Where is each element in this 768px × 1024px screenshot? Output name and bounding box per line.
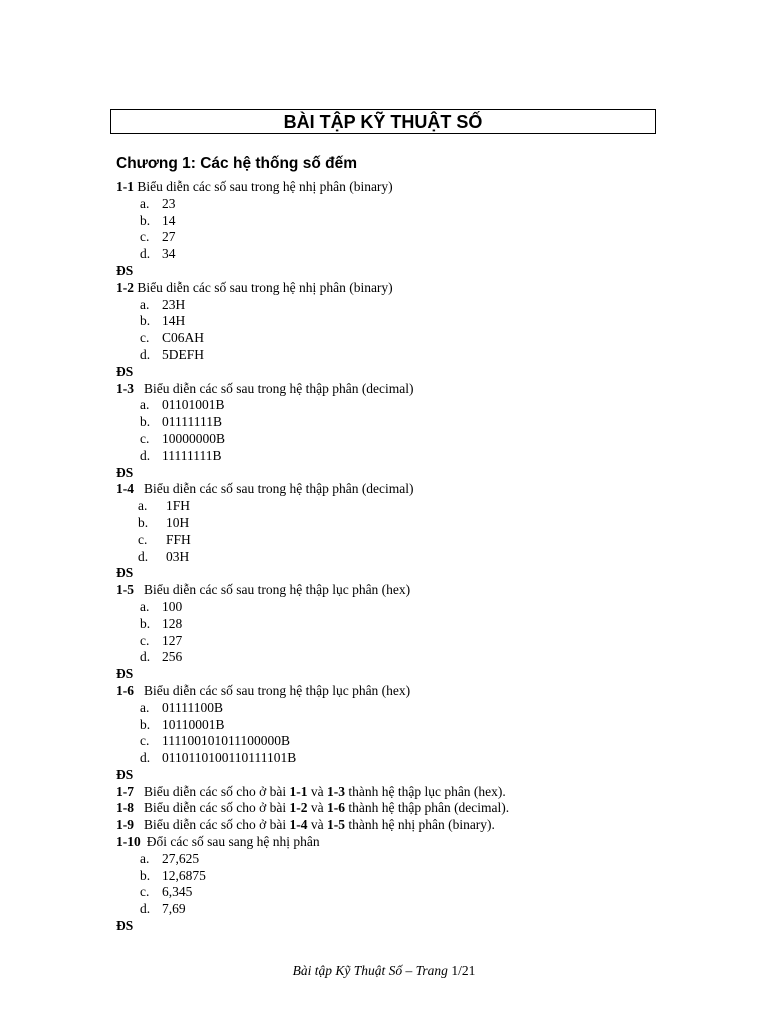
- item-value: 6,345: [162, 884, 193, 900]
- item-label: d.: [140, 346, 151, 362]
- question-1-1: [116, 179, 736, 196]
- list-item: [116, 515, 736, 532]
- page-title: BÀI TẬP KỸ THUẬT SỐ: [110, 109, 656, 134]
- item-value: 01111111B: [162, 414, 222, 430]
- list-item: [116, 196, 736, 213]
- list-item: [116, 229, 736, 246]
- list-item: [116, 750, 736, 767]
- item-value: FFH: [166, 531, 191, 547]
- question-text: Biểu diễn các số sau trong hệ thập lục phân (hex): [144, 582, 411, 598]
- page-footer: [0, 963, 768, 979]
- item-label: a.: [140, 699, 150, 715]
- item-label: b.: [140, 615, 151, 631]
- answer-label: ĐS: [116, 766, 134, 782]
- question-text: thành hệ thập phân (decimal).: [344, 800, 510, 816]
- question-text: Biểu diễn các số sau trong hệ thập phân (decimal): [144, 380, 414, 396]
- list-item: [116, 633, 736, 650]
- item-label: d.: [140, 750, 151, 766]
- item-value: C06AH: [162, 330, 205, 346]
- question-number: 1-8: [116, 800, 134, 816]
- question-text: và: [307, 800, 327, 816]
- item-value: 111100101011100000B: [162, 733, 290, 749]
- item-value: 27: [162, 229, 176, 245]
- answer-label: ĐS: [116, 565, 134, 581]
- list-item: [116, 599, 736, 616]
- item-label: c.: [140, 430, 150, 446]
- item-label: b.: [140, 313, 151, 329]
- question-text: Biểu diễn các số cho ở bài: [144, 800, 290, 816]
- question-text: Biểu diễn các số cho ở bài: [144, 783, 290, 799]
- question-1-6: [116, 683, 736, 700]
- question-text: Biểu diễn các số sau trong hệ thập phân (decimal): [144, 481, 414, 497]
- list-item: [116, 498, 736, 515]
- list-item: [116, 246, 736, 263]
- question-text: Biểu diễn các số sau trong hệ nhị phân (binary): [134, 179, 393, 194]
- question-number: 1-4: [116, 481, 134, 497]
- item-value: 10000000B: [162, 430, 226, 446]
- question-1-3: [116, 381, 736, 398]
- item-label: b.: [140, 414, 151, 430]
- item-value: 128: [162, 615, 183, 631]
- list-item: [116, 884, 736, 901]
- question-1-8: [116, 800, 736, 817]
- list-item: [116, 649, 736, 666]
- list-item: [116, 717, 736, 734]
- item-label: a.: [140, 296, 150, 312]
- item-value: 10110001B: [162, 716, 225, 732]
- question-number: 1-1: [116, 179, 134, 194]
- question-text: Biểu diễn các số sau trong hệ nhị phân (binary): [134, 279, 393, 295]
- item-value: 127: [162, 632, 183, 648]
- item-value: 03H: [166, 548, 190, 564]
- item-label: c.: [138, 531, 148, 547]
- item-label: b.: [140, 212, 151, 228]
- item-value: 14H: [162, 313, 186, 329]
- exercise-ref: 1-4: [289, 817, 308, 833]
- list-item: [116, 700, 736, 717]
- item-value: 01111100B: [162, 699, 224, 715]
- question-number: 1-9: [116, 817, 134, 833]
- item-value: 23: [162, 195, 176, 211]
- question-number: 1-5: [116, 582, 134, 598]
- item-value: 34: [162, 246, 176, 262]
- list-item: [116, 431, 736, 448]
- chapter-heading: Chương 1: Các hệ thống số đếm: [116, 155, 357, 172]
- page-number: 1/21: [451, 963, 476, 978]
- question-text: Biểu diễn các số sau trong hệ thập lục phân (hex): [144, 682, 411, 698]
- question-1-2: [116, 280, 736, 297]
- item-label: a.: [140, 195, 150, 211]
- list-item: [116, 213, 736, 230]
- list-item: [116, 448, 736, 465]
- question-number: 1-7: [116, 783, 134, 799]
- item-value: 7,69: [162, 901, 186, 917]
- list-item: [116, 313, 736, 330]
- list-item: [116, 901, 736, 918]
- item-value: 256: [162, 649, 183, 665]
- question-number: 1-2: [116, 279, 134, 295]
- item-label: c.: [140, 733, 150, 749]
- list-item: [116, 297, 736, 314]
- item-label: a.: [140, 598, 150, 614]
- list-item: [116, 733, 736, 750]
- question-1-4: [116, 481, 736, 498]
- item-label: c.: [140, 229, 150, 245]
- item-value: 27,625: [162, 850, 200, 866]
- item-label: d.: [140, 246, 151, 262]
- list-item: [116, 868, 736, 885]
- item-label: b.: [140, 867, 151, 883]
- list-item: [116, 851, 736, 868]
- answer-label: ĐS: [116, 918, 134, 934]
- answer-label: ĐS: [116, 464, 134, 480]
- question-text: thành hệ thập lục phân (hex).: [344, 783, 506, 799]
- item-label: d.: [140, 447, 151, 463]
- question-1-10: [116, 834, 736, 851]
- item-label: d.: [138, 548, 149, 564]
- list-item: [116, 532, 736, 549]
- question-1-5: [116, 582, 736, 599]
- question-1-7: [116, 784, 736, 801]
- exercise-list: [116, 179, 736, 935]
- item-label: a.: [140, 850, 150, 866]
- question-number: 1-3: [116, 380, 134, 396]
- answer-label: ĐS: [116, 666, 134, 682]
- footer-text: Bài tập Kỹ Thuật Số – Trang: [292, 963, 452, 978]
- list-item: [116, 616, 736, 633]
- question-text: và: [307, 783, 327, 799]
- exercise-ref: 1-2: [289, 800, 308, 816]
- item-label: b.: [140, 716, 151, 732]
- item-value: 11111111B: [162, 447, 222, 463]
- item-label: a.: [140, 397, 150, 413]
- question-text: và: [307, 817, 327, 833]
- item-value: 23H: [162, 296, 186, 312]
- list-item: [116, 549, 736, 566]
- list-item: [116, 414, 736, 431]
- question-text: thành hệ nhị phân (binary).: [344, 817, 495, 833]
- item-value: 10H: [166, 514, 190, 530]
- item-value: 0110110100110111101B: [162, 750, 297, 766]
- item-label: d.: [140, 649, 151, 665]
- answer-label: ĐS: [116, 363, 134, 379]
- item-value: 01101001B: [162, 397, 225, 413]
- item-value: 14: [162, 212, 176, 228]
- item-value: 100: [162, 598, 183, 614]
- item-value: 5DEFH: [162, 346, 205, 362]
- list-item: [116, 397, 736, 414]
- question-1-9: [116, 817, 736, 834]
- item-label: b.: [138, 514, 149, 530]
- exercise-ref: 1-5: [326, 817, 345, 833]
- answer-label: ĐS: [116, 262, 134, 278]
- item-label: c.: [140, 884, 150, 900]
- item-value: 12,6875: [162, 867, 206, 883]
- question-number: 1-10: [116, 834, 141, 850]
- exercise-ref: 1-3: [326, 783, 345, 799]
- item-label: c.: [140, 330, 150, 346]
- question-text: Đổi các số sau sang hệ nhị phân: [146, 834, 320, 850]
- question-text: Biểu diễn các số cho ở bài: [144, 817, 290, 833]
- question-number: 1-6: [116, 682, 134, 698]
- item-value: 1FH: [166, 498, 191, 514]
- item-label: a.: [138, 498, 148, 514]
- item-label: d.: [140, 901, 151, 917]
- list-item: [116, 347, 736, 364]
- exercise-ref: 1-6: [326, 800, 345, 816]
- item-label: c.: [140, 632, 150, 648]
- exercise-ref: 1-1: [289, 783, 308, 799]
- list-item: [116, 330, 736, 347]
